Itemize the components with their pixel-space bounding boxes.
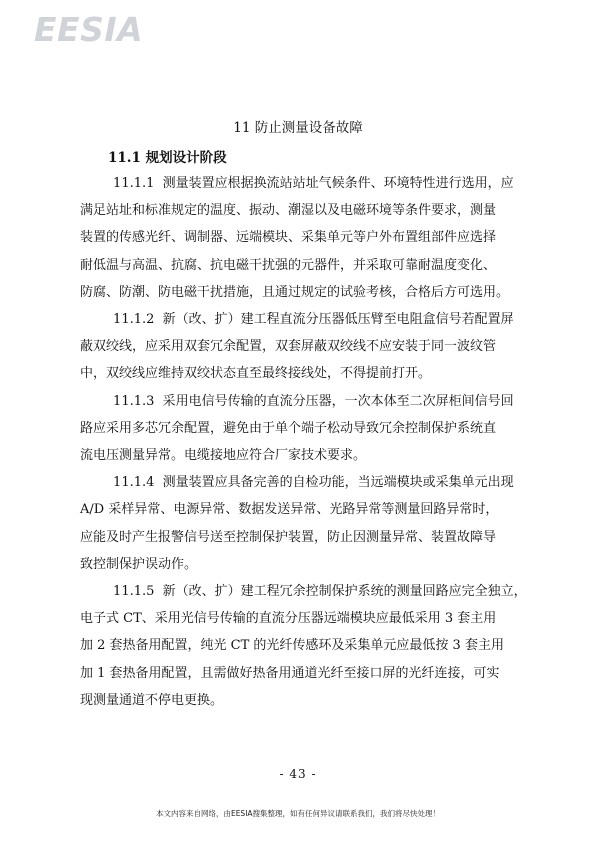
body-line: 11.1.5 新（改、扩）建工程冗余控制保护系统的测量回路应完全独立， (80, 584, 527, 600)
section-heading: 11.1 规划设计阶段 (108, 150, 227, 166)
page-number: - 43 - (279, 767, 317, 781)
body-line: 蔽双绞线，应采用双套冗余配置，双套屏蔽双绞线不应安装于同一波纹管 (80, 339, 497, 355)
body-line: 流电压测量异常。电缆接地应符合厂家技术要求。 (80, 448, 367, 464)
eesia-logo: EESIA (34, 10, 144, 49)
body-text (80, 170, 527, 714)
body-line: 中，双绞线应维持双绞状态直至最终接线处，不得提前打开。 (80, 366, 432, 382)
body-line: 路应采用多芯冗余配置，避免由于单个端子松动导致冗余控制保护系统直 (80, 420, 497, 436)
body-line: 满足站址和标准规定的温度、振动、潮湿以及电磁环境等条件要求，测量 (80, 203, 497, 219)
body-line: A/D 采样异常、电源异常、数据发送异常、光路异常等测量回路异常时， (80, 502, 499, 518)
body-line: 装置的传感光纤、调制器、远端模块、采集单元等户外布置组部件应选择 (80, 230, 497, 246)
body-line: 现测量通道不停电更换。 (80, 692, 224, 708)
body-line: 防腐、防潮、防电磁干扰措施，且通过规定的试验考核，合格后方可选用。 (80, 284, 510, 300)
body-line: 耐低温与高温、抗腐、抗电磁干扰强的元器件，并采取可靠耐温度变化、 (80, 257, 497, 273)
body-line: 11.1.2 新（改、扩）建工程直流分压器低压臂至电阻盒信号若配置屏 (80, 312, 514, 328)
body-line: 电子式 CT、采用光信号传输的直流分压器远端模块应最低采用 3 套主用 (80, 611, 497, 627)
body-line: 加 2 套热备用配置，纯光 CT 的光纤传感环及采集单元应最低按 3 套主用 (80, 638, 504, 654)
footer-disclaimer: 本文内容来自网络，由EESIA搜集整理，如有任何异议请联系我们，我们将尽快处理！ (155, 809, 441, 818)
body-line: 应能及时产生报警信号送至控制保护装置，防止因测量异常、装置故障导 (80, 529, 497, 545)
body-line: 11.1.1 测量装置应根据换流站站址气候条件、环境特性进行选用，应 (80, 176, 514, 191)
body-line: 11.1.4 测量装置应具备完善的自检功能，当远端模块或采集单元出现 (80, 475, 514, 491)
body-line: 致控制保护误动作。 (80, 556, 198, 572)
page-title: 11 防止测量设备故障 (233, 120, 363, 136)
body-line: 11.1.3 采用电信号传输的直流分压器，一次本体至二次屏柜间信号回 (80, 393, 514, 409)
body-line: 加 1 套热备用配置，且需做好热备用通道光纤至接口屏的光纤连接，可实 (80, 665, 500, 681)
